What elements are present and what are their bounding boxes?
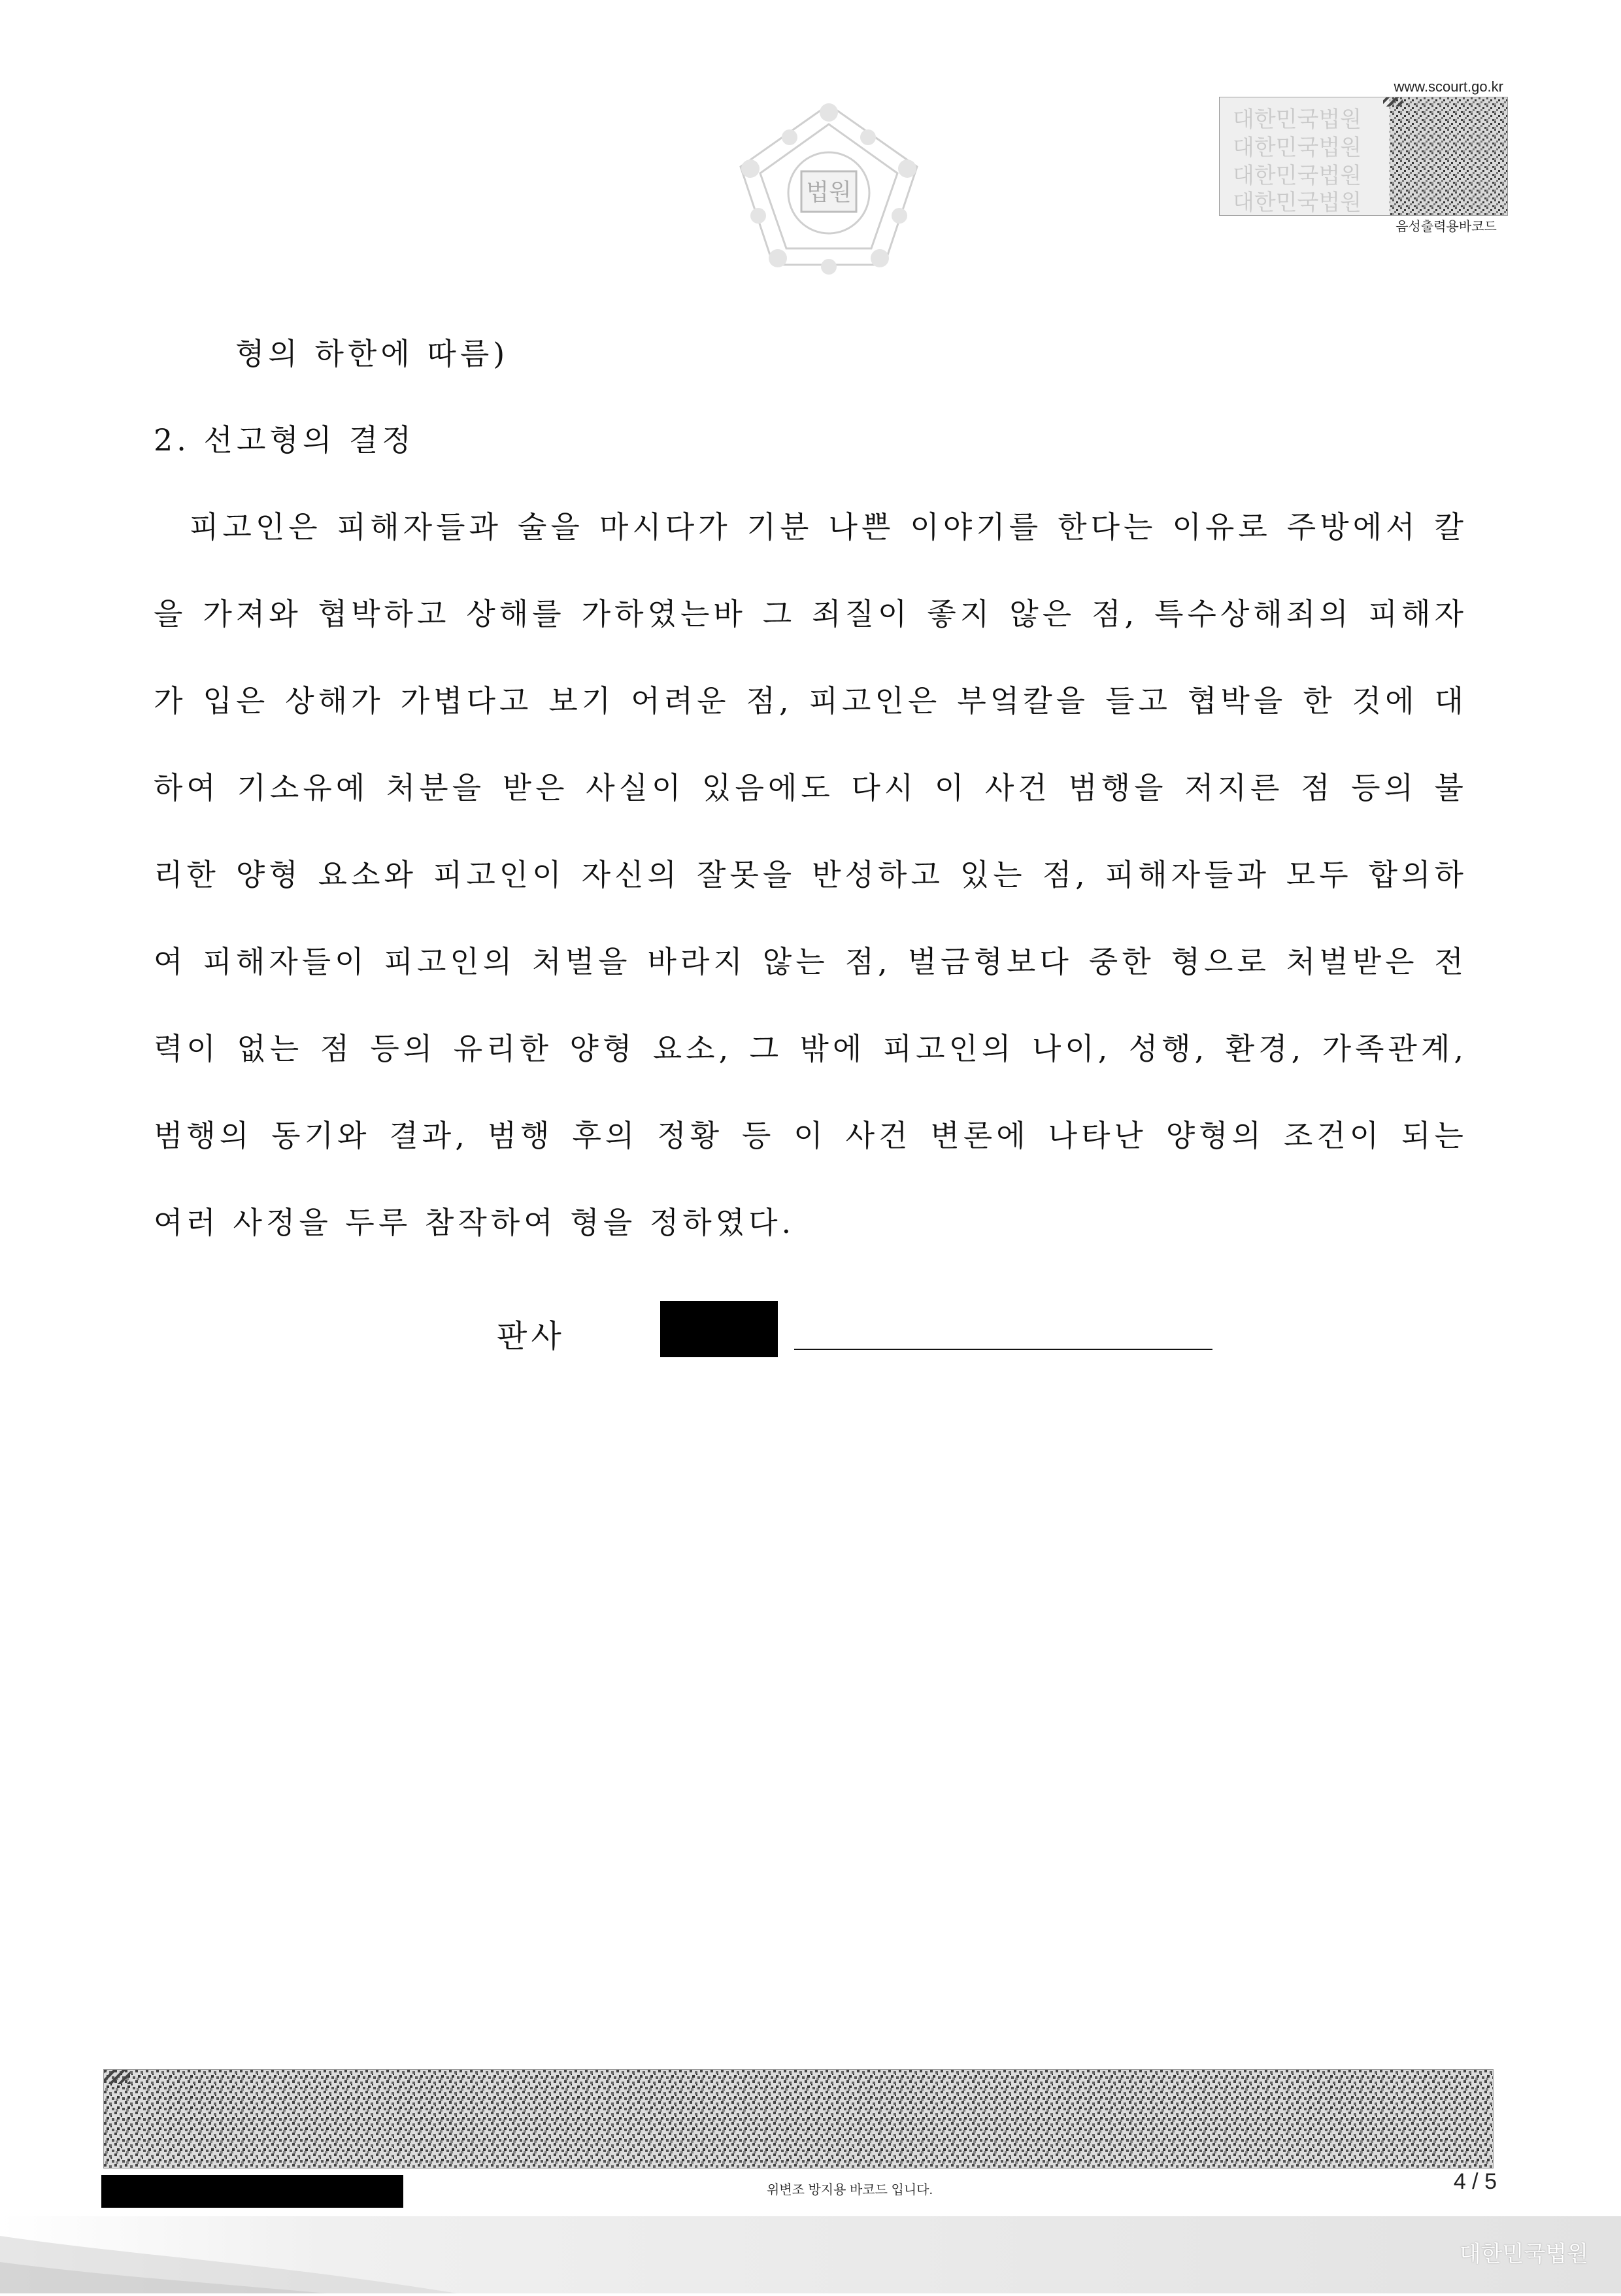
text-line: 리한 양형 요소와 피고인이 자신의 잘못을 반성하고 있는 점, 피해자들과 모두 합의하 bbox=[154, 857, 1467, 892]
text-line: 하여 기소유예 처분을 받은 사실이 있음에도 다시 이 사건 범행을 저지른 점 등의 불 bbox=[154, 770, 1467, 805]
voice-barcode-pattern bbox=[1220, 97, 1507, 215]
svg-text:대한민국법원: 대한민국법원 bbox=[1233, 135, 1362, 161]
text-line: 형의 하한에 따름) bbox=[235, 336, 509, 371]
voice-barcode-label: 음성출력용바코드 bbox=[1395, 220, 1497, 234]
text-line: 여러 사정을 두루 참작하여 형을 정하였다. bbox=[154, 1205, 795, 1240]
footer-band bbox=[0, 2216, 1621, 2293]
barcode-caption: 위변조 방지용 바코드 입니다. bbox=[766, 2183, 933, 2197]
redacted-case-number bbox=[101, 2175, 403, 2208]
emblem-text: 법원 bbox=[806, 179, 852, 206]
text-line: 범행의 동기와 결과, 범행 후의 정황 등 이 사건 변론에 나타난 양형의 조건이 되는 bbox=[154, 1118, 1467, 1153]
voice-barcode bbox=[1219, 97, 1508, 216]
svg-text:대한민국법원: 대한민국법원 bbox=[1233, 163, 1362, 189]
text-line: 력이 없는 점 등의 유리한 양형 요소, 그 밖에 피고인의 나이, 성행, 환경, 가족관계, bbox=[154, 1031, 1467, 1066]
court-url: www.scourt.go.kr bbox=[1394, 78, 1503, 95]
svg-text:대한민국법원: 대한민국법원 bbox=[1233, 190, 1362, 215]
court-emblem-watermark bbox=[731, 98, 927, 275]
signature-line bbox=[794, 1349, 1212, 1350]
text-line: 여 피해자들이 피고인의 처벌을 바라지 않는 점, 벌금형보다 중한 형으로 처벌받은 전 bbox=[154, 944, 1467, 979]
redacted-name bbox=[660, 1301, 778, 1357]
section-heading: 2. 선고형의 결정 bbox=[154, 422, 415, 458]
page-number: 4 / 5 bbox=[1453, 2169, 1497, 2194]
text-line: 가 입은 상해가 가볍다고 보기 어려운 점, 피고인은 부엌칼을 들고 협박을 한 것에 대 bbox=[154, 683, 1467, 718]
anti-forgery-barcode-pattern bbox=[104, 2070, 1493, 2168]
footer-swoosh bbox=[0, 2216, 458, 2293]
court-name: 대한민국법원 bbox=[1459, 2241, 1588, 2267]
anti-forgery-barcode bbox=[103, 2069, 1494, 2169]
judge-label: 판사 bbox=[497, 1318, 565, 1355]
text-line: 을 가져와 협박하고 상해를 가하였는바 그 죄질이 좋지 않은 점, 특수상해죄의 피해자 bbox=[154, 596, 1467, 632]
text-line: 피고인은 피해자들과 술을 마시다가 기분 나쁜 이야기를 한다는 이유로 주방에서 칼 bbox=[190, 509, 1467, 545]
svg-text:대한민국법원: 대한민국법원 bbox=[1233, 107, 1362, 133]
